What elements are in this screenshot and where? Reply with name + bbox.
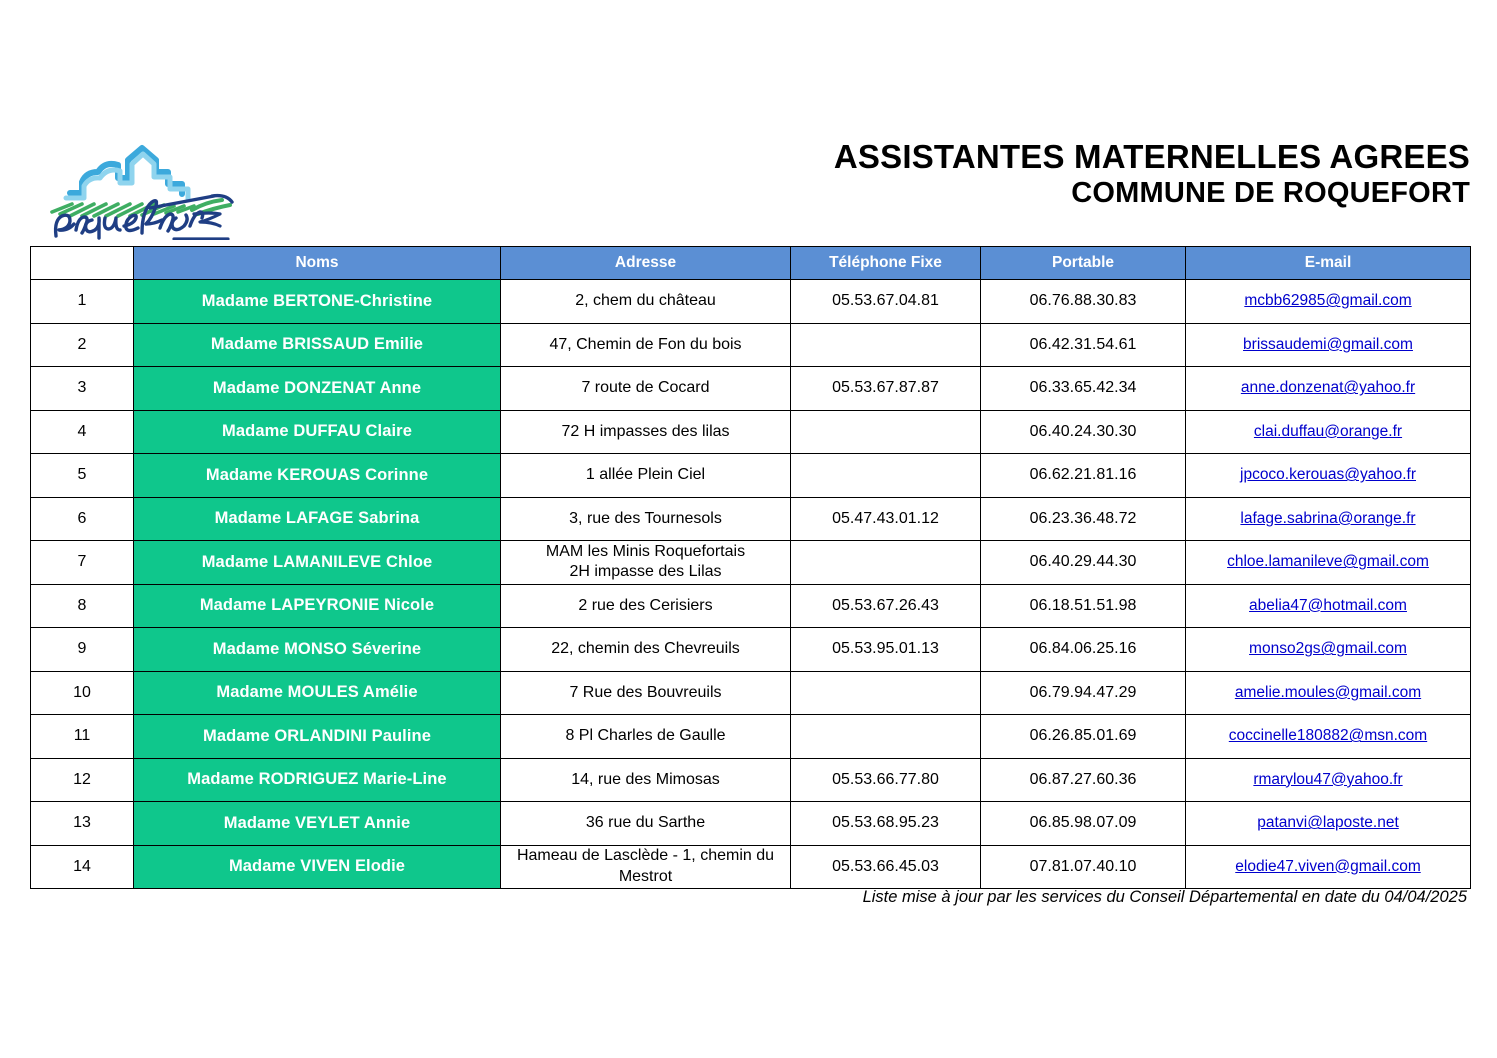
cell-email (1186, 715, 1471, 759)
cell-address (501, 802, 791, 846)
cell-index: 6 (31, 497, 134, 541)
cell-email (1186, 671, 1471, 715)
address-line-1: 22, chemin des Chevreuils (551, 640, 740, 658)
address-line-1: 47, Chemin de Fon du bois (549, 335, 742, 353)
cell-landline (791, 671, 981, 715)
cell-index: 5 (31, 454, 134, 498)
cell-email (1186, 845, 1471, 889)
cell-index: 12 (31, 758, 134, 802)
address-line-1: 14, rue des Mimosas (571, 770, 720, 788)
column-header-email: E-mail (1186, 247, 1471, 280)
cell-landline (791, 541, 981, 585)
cell-name: Madame LAFAGE Sabrina (134, 497, 501, 541)
address-line-1: 2, chem du château (575, 292, 716, 310)
cell-landline (791, 454, 981, 498)
email-link[interactable]: lafage.sabrina@orange.fr (1240, 509, 1416, 527)
column-header-index (31, 247, 134, 280)
table-row (31, 497, 1471, 541)
cell-index: 2 (31, 323, 134, 367)
cell-address (501, 845, 791, 889)
cell-landline: 05.53.66.77.80 (791, 758, 981, 802)
cell-email (1186, 280, 1471, 324)
cell-email (1186, 410, 1471, 454)
email-link[interactable]: mcbb62985@gmail.com (1244, 292, 1412, 310)
header-titles (834, 140, 1470, 209)
cell-mobile: 06.40.29.44.30 (981, 541, 1186, 585)
email-link[interactable]: jpcoco.kerouas@yahoo.fr (1240, 466, 1416, 484)
cell-index: 8 (31, 584, 134, 628)
cell-mobile: 06.26.85.01.69 (981, 715, 1186, 759)
table-row (31, 845, 1471, 889)
cell-address (501, 758, 791, 802)
cell-landline: 05.53.67.04.81 (791, 280, 981, 324)
cell-address (501, 323, 791, 367)
table-row (31, 367, 1471, 411)
cell-name: Madame RODRIGUEZ Marie-Line (134, 758, 501, 802)
email-link[interactable]: anne.donzenat@yahoo.fr (1240, 379, 1416, 397)
cell-index: 4 (31, 410, 134, 454)
address-line-1: 1 allée Plein Ciel (585, 466, 706, 484)
cell-name: Madame VIVEN Elodie (134, 845, 501, 889)
assistantes-maternelles-table (30, 246, 1471, 889)
email-link[interactable]: rmarylou47@yahoo.fr (1253, 770, 1403, 788)
table-row (31, 671, 1471, 715)
column-header-mobile: Portable (981, 247, 1186, 280)
column-header-names: Noms (134, 247, 501, 280)
cell-mobile: 06.79.94.47.29 (981, 671, 1186, 715)
page-title: ASSISTANTES MATERNELLES AGREES (833, 138, 1470, 175)
address-line-2: Mestrot (618, 867, 673, 885)
address-line-1: 72 H impasses des lilas (561, 422, 730, 440)
cell-mobile: 06.33.65.42.34 (981, 367, 1186, 411)
table-row (31, 584, 1471, 628)
table-row (31, 280, 1471, 324)
table-row (31, 323, 1471, 367)
email-link[interactable]: monso2gs@gmail.com (1249, 640, 1407, 658)
cell-mobile: 06.62.21.81.16 (981, 454, 1186, 498)
table-row (31, 715, 1471, 759)
cell-email (1186, 367, 1471, 411)
cell-name: Madame VEYLET Annie (134, 802, 501, 846)
cell-name: Madame MONSO Séverine (134, 628, 501, 672)
address-line-1: 7 Rue des Bouvreuils (569, 683, 722, 701)
roquefort-logo (42, 138, 247, 240)
address-line-1: 3, rue des Tournesols (569, 509, 722, 527)
cell-landline (791, 715, 981, 759)
cell-address (501, 628, 791, 672)
cell-address (501, 367, 791, 411)
cell-name: Madame MOULES Amélie (134, 671, 501, 715)
cell-landline: 05.53.67.87.87 (791, 367, 981, 411)
table-row (31, 758, 1471, 802)
table-row (31, 410, 1471, 454)
cell-mobile: 06.18.51.51.98 (981, 584, 1186, 628)
column-header-address: Adresse (501, 247, 791, 280)
cell-email (1186, 323, 1471, 367)
address-line-1: 8 Pl Charles de Gaulle (565, 727, 726, 745)
cell-email (1186, 628, 1471, 672)
cell-name: Madame BERTONE-Christine (134, 280, 501, 324)
cell-index: 9 (31, 628, 134, 672)
cell-index: 11 (31, 715, 134, 759)
cell-index: 14 (31, 845, 134, 889)
cell-landline: 05.53.67.26.43 (791, 584, 981, 628)
cell-name: Madame LAPEYRONIE Nicole (134, 584, 501, 628)
cell-mobile: 06.84.06.25.16 (981, 628, 1186, 672)
cell-email (1186, 497, 1471, 541)
cell-email (1186, 802, 1471, 846)
cell-landline: 05.53.66.45.03 (791, 845, 981, 889)
cell-name: Madame BRISSAUD Emilie (134, 323, 501, 367)
cell-name: Madame DUFFAU Claire (134, 410, 501, 454)
cell-name: Madame KEROUAS Corinne (134, 454, 501, 498)
cell-index: 13 (31, 802, 134, 846)
cell-index: 3 (31, 367, 134, 411)
table-body (31, 280, 1471, 889)
column-header-landline: Téléphone Fixe (791, 247, 981, 280)
cell-landline: 05.53.68.95.23 (791, 802, 981, 846)
cell-mobile: 07.81.07.40.10 (981, 845, 1186, 889)
cell-mobile: 06.23.36.48.72 (981, 497, 1186, 541)
cell-landline: 05.53.95.01.13 (791, 628, 981, 672)
cell-index: 7 (31, 541, 134, 585)
address-line-2: 2H impasse des Lilas (569, 563, 722, 581)
address-line-1: Hameau de Lasclède - 1, chemin du (516, 847, 775, 865)
email-link[interactable]: chloe.lamanileve@gmail.com (1227, 553, 1429, 571)
cell-name: Madame LAMANILEVE Chloe (134, 541, 501, 585)
email-link[interactable]: clai.duffau@orange.fr (1253, 422, 1403, 440)
cell-address (501, 280, 791, 324)
cell-email (1186, 454, 1471, 498)
cell-index: 10 (31, 671, 134, 715)
cell-mobile: 06.87.27.60.36 (981, 758, 1186, 802)
address-line-1: 2 rue des Cerisiers (578, 596, 713, 614)
table-row (31, 541, 1471, 585)
email-link[interactable]: coccinelle180882@msn.com (1228, 727, 1428, 745)
email-link[interactable]: brissaudemi@gmail.com (1243, 335, 1413, 353)
address-line-1: 36 rue du Sarthe (585, 814, 706, 832)
cell-address (501, 671, 791, 715)
table-row (31, 802, 1471, 846)
email-link[interactable]: amelie.moules@gmail.com (1234, 683, 1422, 701)
table-row (31, 454, 1471, 498)
cell-mobile: 06.76.88.30.83 (981, 280, 1186, 324)
cell-name: Madame ORLANDINI Pauline (134, 715, 501, 759)
table-header-row (31, 247, 1471, 280)
cell-email (1186, 584, 1471, 628)
table-row (31, 628, 1471, 672)
cell-mobile: 06.85.98.07.09 (981, 802, 1186, 846)
cell-name: Madame DONZENAT Anne (134, 367, 501, 411)
cell-address (501, 584, 791, 628)
cell-email (1186, 541, 1471, 585)
cell-landline (791, 410, 981, 454)
cell-landline (791, 323, 981, 367)
cell-address (501, 410, 791, 454)
cell-landline: 05.47.43.01.12 (791, 497, 981, 541)
cell-index: 1 (31, 280, 134, 324)
document-header (30, 132, 1470, 244)
cell-address (501, 497, 791, 541)
cell-email (1186, 758, 1471, 802)
cell-address (501, 454, 791, 498)
email-link[interactable]: elodie47.viven@gmail.com (1235, 857, 1421, 875)
page-subtitle: COMMUNE DE ROQUEFORT (1071, 176, 1470, 209)
address-line-1: MAM les Minis Roquefortais (545, 542, 746, 560)
cell-mobile: 06.40.24.30.30 (981, 410, 1186, 454)
cell-address (501, 541, 791, 585)
cell-address (501, 715, 791, 759)
update-note: Liste mise à jour par les services du Conseil Départemental en date du 04/04/2025 (862, 888, 1467, 906)
cell-mobile: 06.42.31.54.61 (981, 323, 1186, 367)
email-link[interactable]: patanvi@laposte.net (1257, 814, 1399, 832)
address-line-1: 7 route de Cocard (581, 379, 710, 397)
email-link[interactable]: abelia47@hotmail.com (1249, 596, 1407, 614)
